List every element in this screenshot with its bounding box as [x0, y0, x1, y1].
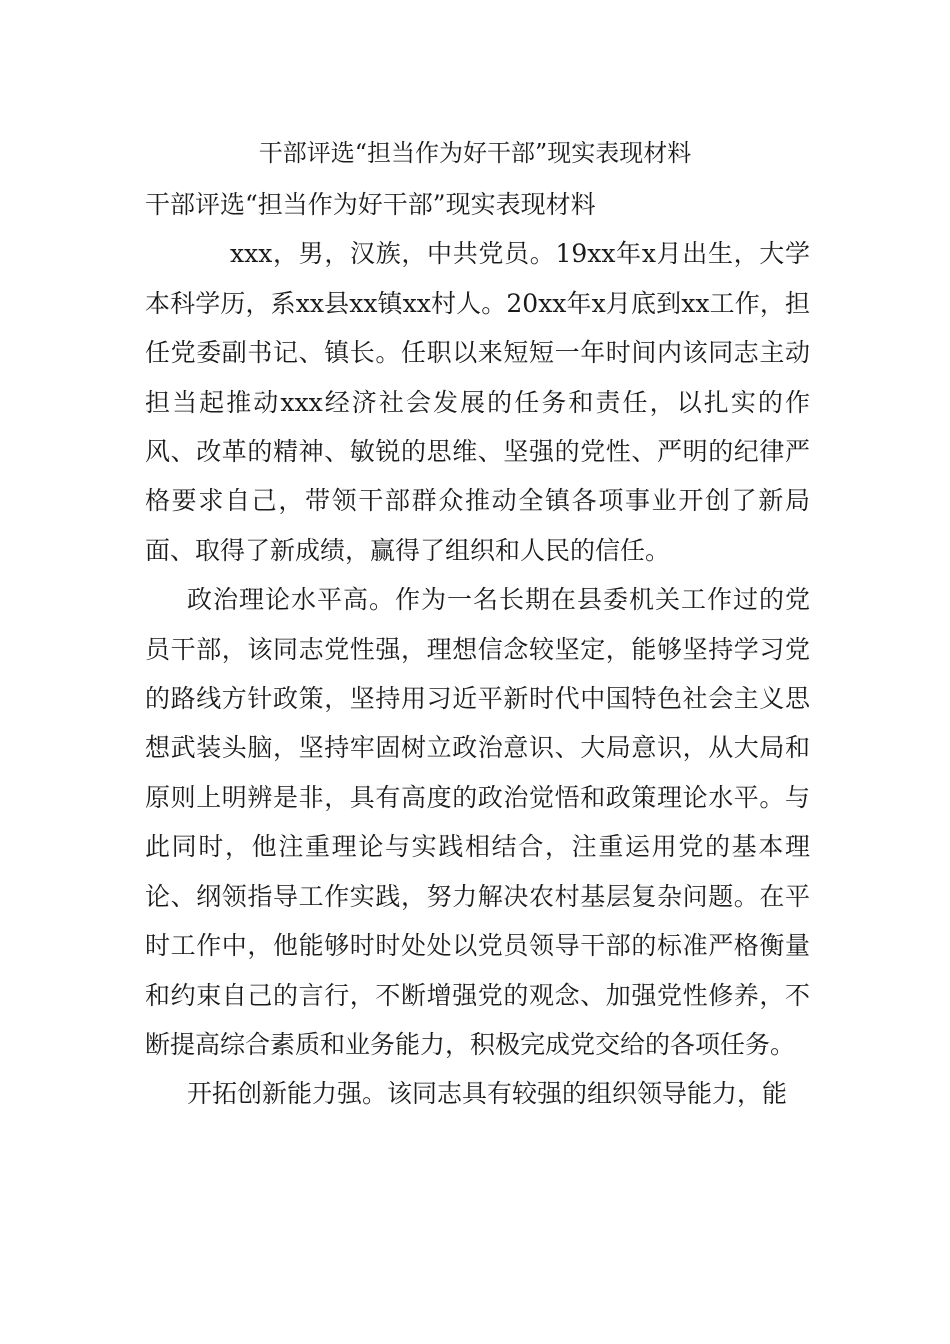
- paragraph-intro: xxx，男，汉族，中共党员。19xx年x月出生，大学本科学历，系xx县xx镇xx村人。20xx年x月底到xx工作，担任党委副书记、镇长。任职以来短短一年时间内该同志主动担当起推动xxx经济社会发展的任务和责任，以扎实的作风、改革的精神、敏锐的思维、坚强的党性、严明的纪律严格要求自己，带领干部群众推动全镇各项事业开创了新局面、取得了新成绩，赢得了组织和人民的信任。: [145, 239, 810, 565]
- paragraph-political-theory: 政治理论水平高。作为一名长期在县委机关工作过的党员干部，该同志党性强，理想信念较坚定，能够坚持学习党的路线方针政策，坚持用习近平新时代中国特色社会主义思想武装头脑，坚持牢固树立政治意识、大局意识，从大局和原则上明辨是非，具有高度的政治觉悟和政策理论水平。与此同时，他注重理论与实践相结合，注重运用党的基本理论、纲领指导工作实践，努力解决农村基层复杂问题。在平时工作中，他能够时时处处以党员领导干部的标准严格衡量和约束自己的言行，不断增强党的观念、加强党性修养，不断提高综合素质和业务能力，积极完成党交给的各项任务。: [145, 585, 810, 1059]
- document-title: 干部评选“担当作为好干部”现实表现材料: [258, 139, 692, 167]
- document-body: [145, 180, 810, 1119]
- document-subtitle: 干部评选“担当作为好干部”现实表现材料: [145, 190, 596, 219]
- paragraph-innovation: 开拓创新能力强。该同志具有较强的组织领导能力，能: [187, 1079, 788, 1109]
